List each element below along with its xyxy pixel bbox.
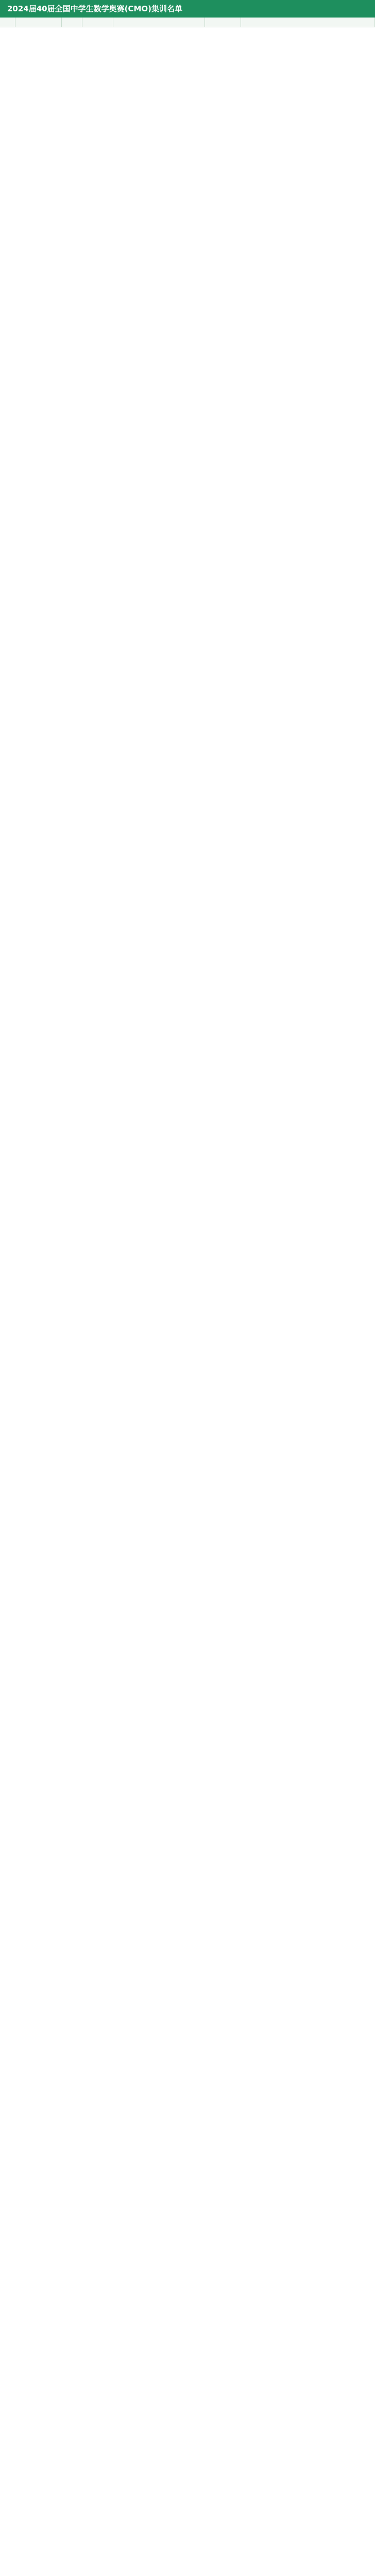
page-title: 2024届40届全国中学生数学奥赛(CMO)集训名单: [0, 0, 375, 18]
column-header: [0, 18, 15, 27]
column-header: [241, 18, 375, 27]
column-header: [15, 18, 62, 27]
column-header: [82, 18, 113, 27]
table-header: [0, 18, 375, 27]
column-header: [62, 18, 82, 27]
column-header: [113, 18, 205, 27]
column-header: [205, 18, 241, 27]
